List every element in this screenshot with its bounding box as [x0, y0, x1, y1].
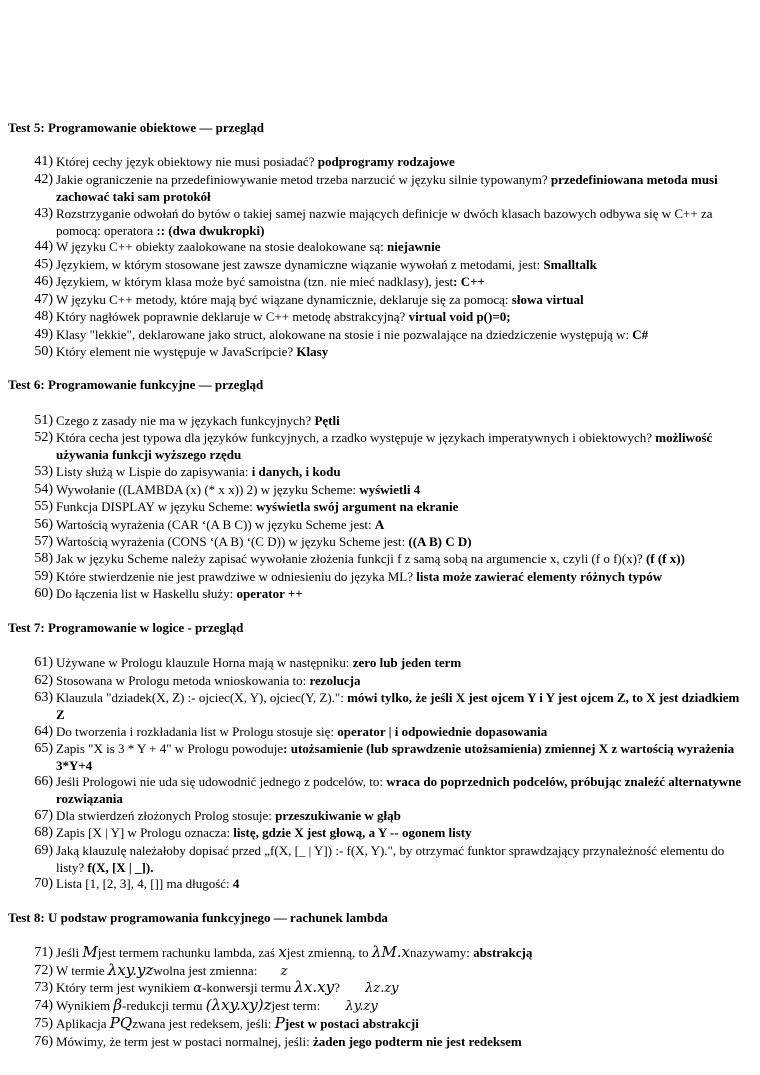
question-number: 62)	[34, 673, 53, 688]
question-number: 47)	[34, 292, 53, 307]
question-66	[32, 773, 750, 807]
question-text: Językiem, w którym klasa może być samoistna (tzn. nie mieć nadklasy), jest	[56, 274, 454, 289]
question-number: 43)	[34, 206, 53, 221]
question-text: Klasy "lekkie", deklarowane jako struct, alokowane na stosie i nie pozwalające na dziedziczenie występują w:	[56, 327, 630, 342]
question-text: wolna jest zmienna:	[153, 963, 258, 978]
question-text: Wynikiem	[56, 998, 111, 1013]
question-text: Językiem, w którym stosowane jest zawsze dynamiczne wiązanie wywołań z metodami, jest:	[56, 257, 541, 272]
question-51	[32, 412, 750, 429]
question-text: Które stwierdzenie nie jest prawdziwe w odniesieniu do języka ML?	[56, 569, 414, 584]
question-70	[32, 875, 750, 892]
answer: niejawnie	[387, 239, 441, 254]
question-number: 66)	[34, 774, 53, 789]
question-text: W języku C++ metody, które mają być wiązane dynamicznie, deklaruje się za pomocą:	[56, 292, 509, 307]
question-number: 68)	[34, 825, 53, 840]
question-41	[32, 153, 750, 170]
answer: wyświetla swój argument na ekranie	[256, 499, 459, 514]
question-text: Który term jest wynikiem	[56, 980, 190, 995]
question-61	[32, 654, 750, 671]
answer: rezolucja	[309, 673, 361, 688]
answer: wraca do poprzednich podcelów, próbując znaleźć alternatywne rozwiązania	[56, 774, 742, 806]
answer: Pętli	[314, 413, 340, 428]
question-47	[32, 291, 750, 308]
question-76	[32, 1033, 750, 1050]
question-58	[32, 550, 750, 567]
answer: Smalltalk	[543, 257, 597, 272]
question-number: 76)	[34, 1034, 53, 1049]
question-text: Rozstrzyganie odwołań do bytów o takiej samej nazwie mających definicje w dwóch klasach bazowych odbywa się w C++ za pomocą: operatora	[56, 206, 713, 238]
answer: możliwość używania funkcji wyższego rzędu	[56, 430, 713, 462]
math-term: β	[113, 996, 123, 1014]
question-text: Lista [1, [2, 3], 4, []] ma długość:	[56, 876, 230, 891]
question-number: 41)	[34, 154, 53, 169]
answer: A	[374, 517, 385, 532]
math-term: (λxy.xy)z	[205, 996, 272, 1014]
question-number: 58)	[34, 551, 53, 566]
question-text: -konwersji termu	[201, 980, 292, 995]
answer: abstrakcją	[473, 945, 533, 960]
question-74	[32, 997, 750, 1015]
answer: λy.zy	[345, 999, 378, 1014]
question-50	[32, 343, 750, 360]
question-text: Mówimy, że term jest w postaci normalnej, jeśli:	[56, 1034, 310, 1049]
section-title-test6: Test 6: Programowanie funkcyjne — przegląd	[8, 377, 264, 392]
question-number: 54)	[34, 482, 53, 497]
question-number: 69)	[34, 843, 53, 858]
question-65	[32, 740, 750, 774]
question-text: Zapis [X | Y] w Prologu oznacza:	[56, 825, 230, 840]
question-text: -redukcji termu	[122, 998, 203, 1013]
question-text: Czego z zasady nie ma w językach funkcyjnych?	[56, 413, 312, 428]
section-title-test8: Test 8: U podstaw programowania funkcyjnego — rachunek lambda	[8, 910, 388, 925]
math-term: λx.xy	[294, 978, 335, 996]
question-text: Funkcja DISPLAY w języku Scheme:	[56, 499, 253, 514]
question-text: Wartością wyrażenia (CAR ‘(A B C)) w języku Scheme jest:	[56, 517, 372, 532]
answer: f(X, [X | _]).	[87, 860, 154, 875]
answer: : utożsamienie (lub sprawdzenie utożsamienia) zmiennej X z wartością wyrażenia 3*Y+4	[56, 741, 735, 773]
answer: Klasy	[296, 344, 329, 359]
math-term: P	[274, 1014, 285, 1032]
question-number: 42)	[34, 172, 53, 187]
question-number: 70)	[34, 876, 53, 891]
question-text: Której cechy język obiektowy nie musi posiadać?	[56, 154, 315, 169]
question-75	[32, 1015, 750, 1032]
question-number: 75)	[34, 1016, 53, 1031]
math-term: x	[278, 943, 287, 961]
question-54	[32, 481, 750, 498]
question-number: 46)	[34, 274, 53, 289]
question-number: 60)	[34, 586, 53, 601]
answer: żaden jego podterm nie jest redeksem	[312, 1034, 522, 1049]
question-55	[32, 498, 750, 515]
question-number: 55)	[34, 499, 53, 514]
question-text: Jak w języku Scheme należy zapisać wywołanie złożenia funkcji f z samą sobą na argumencie x, czyli (f o f)(x)?	[56, 551, 643, 566]
question-number: 57)	[34, 534, 53, 549]
question-48	[32, 308, 750, 325]
question-49	[32, 326, 750, 343]
question-62	[32, 672, 750, 689]
question-text: W termie	[56, 963, 105, 978]
answer: z	[280, 964, 288, 979]
question-67	[32, 807, 750, 824]
question-text: jest term:	[271, 998, 321, 1013]
answer: C#	[632, 327, 649, 342]
question-number: 51)	[34, 413, 53, 428]
question-63	[32, 689, 750, 723]
question-number: 48)	[34, 309, 53, 324]
answer: ((A B) C D)	[408, 534, 472, 549]
answer: λz.zy	[365, 981, 399, 996]
answer: listę, gdzie X jest głową, a Y -- ogonem listy	[233, 825, 472, 840]
answer: przedefiniowana metoda musi zachować taki sam protokół	[56, 172, 718, 204]
answer: jest w postaci abstrakcji	[284, 1016, 419, 1031]
question-number: 64)	[34, 724, 53, 739]
question-56	[32, 516, 750, 533]
question-number: 65)	[34, 741, 53, 756]
question-number: 74)	[34, 998, 53, 1013]
question-number: 44)	[34, 239, 53, 254]
answer: operator ++	[236, 586, 303, 601]
question-71	[32, 944, 750, 961]
answer: wyświetli 4	[359, 482, 421, 497]
question-text: Jakie ograniczenie na przedefiniowywanie metod trzeba narzucić w języku silnie typowanym?	[56, 172, 548, 187]
math-term: PQ	[109, 1014, 133, 1032]
question-text: jest termem rachunku lambda, zaś	[97, 945, 275, 960]
question-68	[32, 824, 750, 841]
answer: słowa virtual	[511, 292, 584, 307]
question-number: 50)	[34, 344, 53, 359]
question-46	[32, 273, 750, 290]
question-44	[32, 238, 750, 255]
question-57	[32, 533, 750, 550]
question-text: Wartością wyrażenia (CONS ‘(A B) ‘(C D)) w języku Scheme jest:	[56, 534, 406, 549]
question-number: 56)	[34, 517, 53, 532]
question-number: 63)	[34, 690, 53, 705]
math-term: λxy.yz	[107, 961, 154, 979]
math-term: λM.x	[371, 943, 410, 961]
answer: przeszukiwanie w głąb	[275, 808, 401, 823]
math-term: M	[82, 943, 98, 961]
answer: lista może zawierać elementy różnych typów	[416, 569, 663, 584]
question-number: 72)	[34, 963, 53, 978]
question-text: Do tworzenia i rozkładania list w Prologu stosuje się:	[56, 724, 335, 739]
question-text: nazywamy:	[410, 945, 470, 960]
question-number: 52)	[34, 430, 53, 445]
question-59	[32, 568, 750, 585]
question-72	[32, 962, 750, 980]
question-text: zwana jest redeksem, jeśli:	[132, 1016, 272, 1031]
question-text: Jaką klauzulę należałoby dopisać przed „f(X, [_ | Y]) :- f(X, Y).", by otrzymać funktor sprawdzający przynależność elementu do listy?	[56, 843, 725, 875]
question-number: 49)	[34, 327, 53, 342]
question-text: jest zmienną, to	[286, 945, 369, 960]
answer: :: (dwa dwukropki)	[156, 223, 265, 238]
question-text: Stosowana w Prologu metoda wnioskowania to:	[56, 673, 307, 688]
question-73	[32, 979, 750, 997]
question-53	[32, 463, 750, 480]
question-text: Jeśli Prologowi nie uda się udowodnić jednego z podcelów, to:	[56, 774, 383, 789]
answer: (f (f x))	[645, 551, 685, 566]
answer: zero lub jeden term	[352, 655, 462, 670]
question-text: Który nagłówek poprawnie deklaruje w C++ metodę abstrakcyjną?	[56, 309, 406, 324]
question-text: Jeśli	[56, 945, 80, 960]
question-45	[32, 256, 750, 273]
section-title-test7: Test 7: Programowanie w logice - przegląd	[8, 620, 244, 635]
answer: i danych, i kodu	[251, 464, 341, 479]
question-number: 59)	[34, 569, 53, 584]
question-text: Zapis "X is 3 * Y + 4" w Prologu powoduje	[56, 741, 284, 756]
question-52	[32, 429, 750, 463]
answer: 4	[232, 876, 240, 891]
question-text: Używane w Prologu klauzule Horna mają w następniku:	[56, 655, 350, 670]
question-text: W języku C++ obiekty zaalokowane na stosie dealokowane są:	[56, 239, 384, 254]
answer: operator | i odpowiednie dopasowania	[337, 724, 548, 739]
question-text: Która cecha jest typowa dla języków funkcyjnych, a rzadko występuje w językach imperatywnych i obiektowych?	[56, 430, 652, 445]
question-text: Wywołanie ((LAMBDA (x) (* x x)) 2) w języku Scheme:	[56, 482, 356, 497]
question-text: Klauzula "dziadek(X, Z) :- ojciec(X, Y), ojciec(Y, Z).":	[56, 690, 344, 705]
question-number: 73)	[34, 980, 53, 995]
question-number: 53)	[34, 464, 53, 479]
math-term: α	[193, 981, 202, 996]
question-60	[32, 585, 750, 602]
question-text: Dla stwierdzeń złożonych Prolog stosuje:	[56, 808, 272, 823]
answer: mówi tylko, że jeśli X jest ojcem Y i Y jest ojcem Z, to X jest dziadkiem Z	[56, 690, 740, 722]
answer: podprogramy rodzajowe	[317, 154, 455, 169]
question-text: Listy służą w Lispie do zapisywania:	[56, 464, 249, 479]
answer: virtual void p()=0;	[408, 309, 511, 324]
question-text: Do łączenia list w Haskellu służy:	[56, 586, 234, 601]
question-43	[32, 205, 750, 239]
question-text: Który element nie występuje w JavaScripcie?	[56, 344, 294, 359]
question-number: 71)	[34, 945, 53, 960]
question-42	[32, 171, 750, 205]
section-title-test5: Test 5: Programowanie obiektowe — przegląd	[8, 120, 265, 135]
question-text: Aplikacja	[56, 1016, 107, 1031]
question-number: 61)	[34, 655, 53, 670]
answer: : C++	[453, 274, 485, 289]
question-number: 45)	[34, 257, 53, 272]
question-64	[32, 723, 750, 740]
question-number: 67)	[34, 808, 53, 823]
question-69	[32, 842, 750, 876]
question-text: ?	[334, 980, 340, 995]
